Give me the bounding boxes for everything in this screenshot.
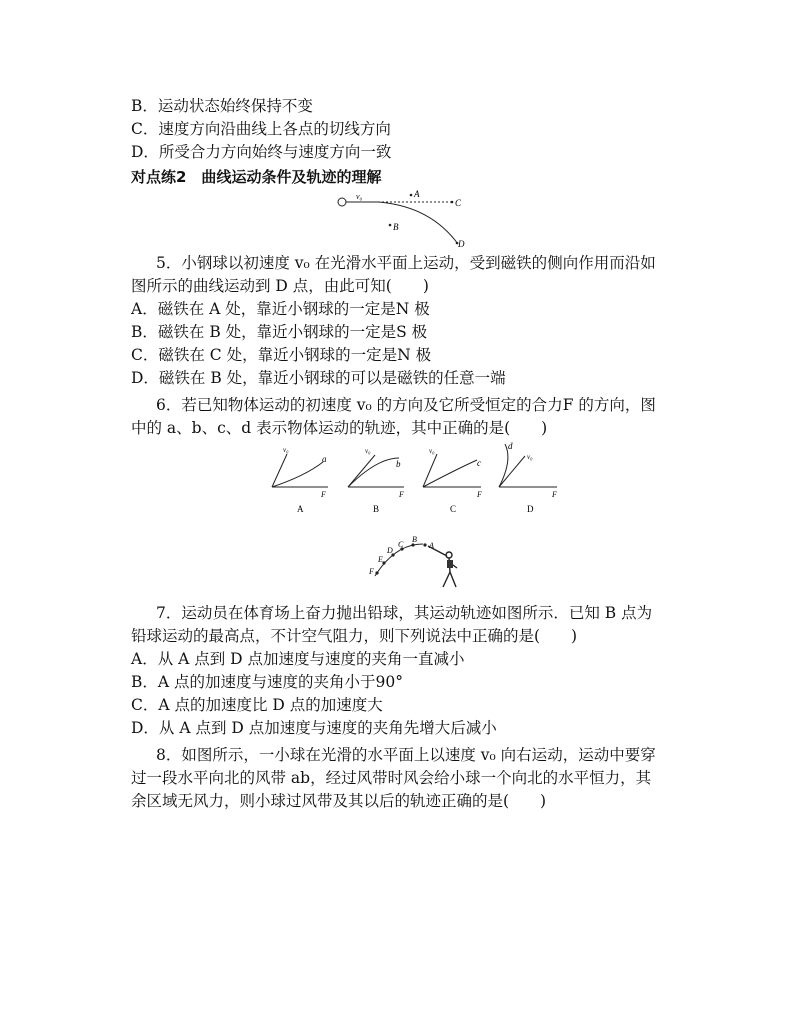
svg-text:D: D bbox=[387, 546, 393, 555]
panel-c-caption: C bbox=[450, 504, 457, 514]
q7-option-b: B．A 点的加速度与速度的夹角小于90° bbox=[131, 673, 403, 691]
svg-text:B: B bbox=[412, 535, 417, 544]
q5-stem-line2: 图所示的曲线运动到 D 点，由此可知( ) bbox=[131, 277, 429, 295]
svg-text:F: F bbox=[477, 490, 482, 499]
panel-b-caption: B bbox=[373, 504, 380, 514]
point-a bbox=[410, 194, 413, 197]
q5-stem-line1: 5．小钢球以初速度 v₀ 在光滑水平面上运动，受到磁铁的侧向作用而沿如 bbox=[156, 254, 656, 272]
q8-stem-line2: 过一段水平向北的风带 ab，经过风带时风会给小球一个向北的水平恒力，其 bbox=[131, 769, 652, 787]
q4-option-b: B．运动状态始终保持不变 bbox=[131, 97, 313, 115]
fig5-label-d: D bbox=[458, 239, 465, 249]
svg-text:d: d bbox=[508, 441, 513, 451]
q7-option-c: C．A 点的加速度比 D 点的加速度大 bbox=[131, 696, 383, 714]
q5-option-b: B．磁铁在 B 处，靠近小钢球的一定是S 极 bbox=[131, 323, 428, 341]
q8-stem-line1: 8．如图所示，一小球在光滑的水平面上以速度 v₀ 向右运动，运动中要穿 bbox=[156, 746, 656, 764]
panel-a bbox=[272, 446, 328, 514]
panel-d bbox=[499, 441, 557, 514]
fig5-label-c: C bbox=[455, 198, 462, 208]
svg-text:a: a bbox=[322, 454, 327, 464]
fig5-label-b: B bbox=[393, 222, 399, 232]
q5-option-a: A．磁铁在 A 处，靠近小钢球的一定是N 极 bbox=[131, 300, 430, 318]
q6-stem-line1: 6．若已知物体运动的初速度 v₀ 的方向及它所受恒定的合力F 的方向，图 bbox=[156, 396, 656, 414]
panel-c bbox=[423, 447, 482, 514]
svg-text:F: F bbox=[369, 567, 374, 576]
panel-b bbox=[348, 447, 404, 514]
q5-figure bbox=[330, 188, 480, 250]
panel-d-caption: D bbox=[527, 504, 534, 514]
svg-text:F: F bbox=[552, 490, 557, 499]
svg-text:E: E bbox=[378, 555, 383, 564]
panel-a-caption: A bbox=[297, 504, 304, 514]
start-ball bbox=[338, 198, 346, 206]
q5-option-d: D．磁铁在 B 处，靠近小钢球的可以是磁铁的任意一端 bbox=[131, 369, 506, 387]
svg-text:c: c bbox=[477, 458, 481, 468]
point-b bbox=[389, 224, 392, 227]
svg-text:v₀: v₀ bbox=[527, 453, 533, 461]
svg-text:v₀: v₀ bbox=[429, 447, 435, 455]
svg-text:v₀: v₀ bbox=[365, 447, 371, 455]
svg-text:A: A bbox=[429, 541, 434, 550]
q7-option-d: D．从 A 点到 D 点加速度与速度的夹角先增大后减小 bbox=[131, 719, 497, 737]
q8-stem-line3: 余区域无风力，则小球过风带及其以后的轨迹正确的是( ) bbox=[131, 792, 547, 810]
svg-text:C: C bbox=[398, 540, 404, 549]
svg-text:F: F bbox=[399, 490, 404, 499]
fig5-label-v0: v₀ bbox=[356, 192, 363, 201]
svg-text:b: b bbox=[396, 459, 401, 469]
fig5-label-a: A bbox=[414, 189, 420, 199]
svg-text:F: F bbox=[321, 490, 326, 499]
q5-option-c: C．磁铁在 C 处，靠近小钢球的一定是N 极 bbox=[131, 346, 432, 364]
q7-stem-line2: 铅球运动的最高点，不计空气阻力，则下列说法中正确的是( ) bbox=[131, 627, 578, 645]
q7-figure bbox=[365, 532, 465, 592]
q6-figure bbox=[265, 440, 565, 518]
q4-option-c: C．速度方向沿曲线上各点的切线方向 bbox=[131, 120, 391, 138]
q7-option-a: A．从 A 点到 D 点加速度与速度的夹角一直减小 bbox=[131, 650, 465, 668]
q7-stem-line1: 7．运动员在体育场上奋力抛出铅球，其运动轨迹如图所示．已知 B 点为 bbox=[156, 604, 653, 622]
trajectory-curve bbox=[378, 202, 458, 244]
section-heading: 对点练2 曲线运动条件及轨迹的理解 bbox=[131, 168, 382, 186]
athlete-figure bbox=[428, 546, 457, 587]
q4-option-d: D．所受合力方向始终与速度方向一致 bbox=[131, 143, 392, 161]
q6-stem-line2: 中的 a、b、c、d 表示物体运动的轨迹，其中正确的是( ) bbox=[131, 419, 548, 437]
point-c bbox=[451, 201, 454, 204]
svg-text:v₀: v₀ bbox=[283, 446, 289, 454]
